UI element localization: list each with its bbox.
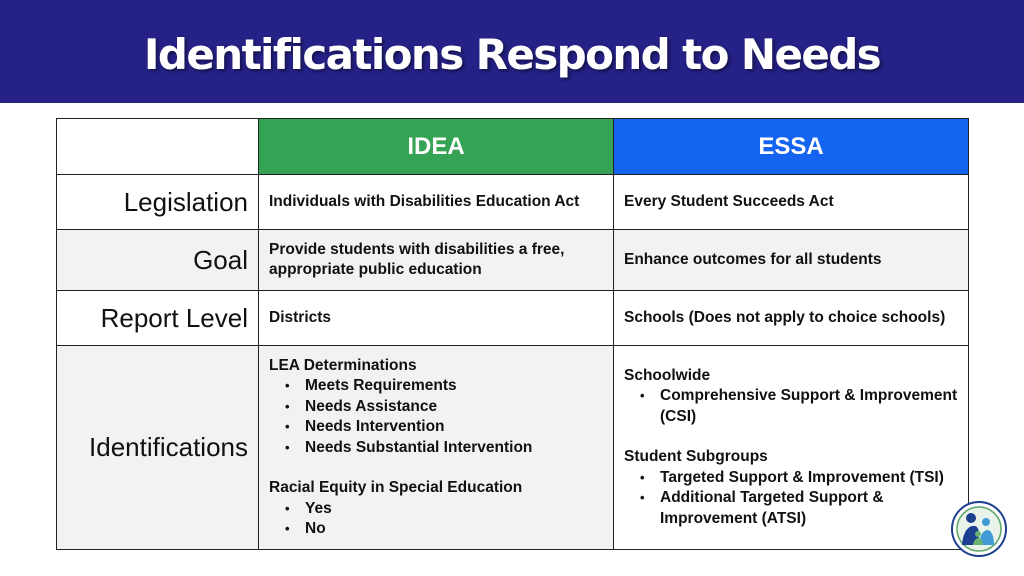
header-idea: IDEA	[259, 119, 614, 175]
lea-determinations-title: LEA Determinations	[269, 356, 417, 374]
schoolwide-title: Schoolwide	[624, 366, 711, 384]
student-subgroups-title: Student Subgroups	[624, 448, 768, 466]
list-item: • Meets Requirements	[305, 376, 605, 397]
racial-equity-title: Racial Equity in Special Education	[269, 479, 523, 496]
header-essa: ESSA	[614, 119, 969, 175]
essa-goal: Enhance outcomes for all students	[614, 230, 969, 291]
essa-report-level: Schools (Does not apply to choice schools)	[614, 291, 969, 346]
label-legislation: Legislation	[57, 175, 259, 230]
idea-identifications	[259, 346, 614, 550]
lea-determinations-list	[269, 376, 605, 458]
list-item: • Additional Targeted Support & Improvement (ATSI)	[660, 488, 960, 529]
row-goal	[57, 230, 969, 291]
header-corner	[57, 119, 259, 175]
essa-identifications	[614, 346, 969, 550]
essa-legislation: Every Student Succeeds Act	[614, 175, 969, 230]
student-subgroups-list	[624, 468, 960, 530]
list-item: • Yes	[305, 499, 605, 520]
list-item: • Needs Assistance	[305, 397, 605, 418]
family-seal-icon	[951, 501, 1007, 557]
label-report-level: Report Level	[57, 291, 259, 346]
list-item: • No	[305, 519, 605, 540]
list-item: • Needs Substantial Intervention	[305, 438, 605, 459]
list-item: • Targeted Support & Improvement (TSI)	[660, 468, 960, 489]
row-report-level	[57, 291, 969, 346]
idea-report-level: Districts	[259, 291, 614, 346]
row-identifications	[57, 346, 969, 550]
racial-equity-list	[269, 499, 605, 540]
comparison-table	[56, 118, 969, 550]
schoolwide-list	[624, 386, 960, 427]
list-item: • Comprehensive Support & Improvement (CSI)	[660, 386, 960, 427]
label-goal: Goal	[57, 230, 259, 291]
list-item: • Needs Intervention	[305, 417, 605, 438]
header-row	[57, 119, 969, 175]
label-identifications: Identifications	[57, 346, 259, 550]
idea-legislation: Individuals with Disabilities Education Act	[259, 175, 614, 230]
page-title: Identifications Respond to Needs	[143, 30, 881, 79]
row-legislation	[57, 175, 969, 230]
idea-goal: Provide students with disabilities a free, appropriate public education	[259, 230, 614, 291]
title-banner	[0, 0, 1024, 103]
